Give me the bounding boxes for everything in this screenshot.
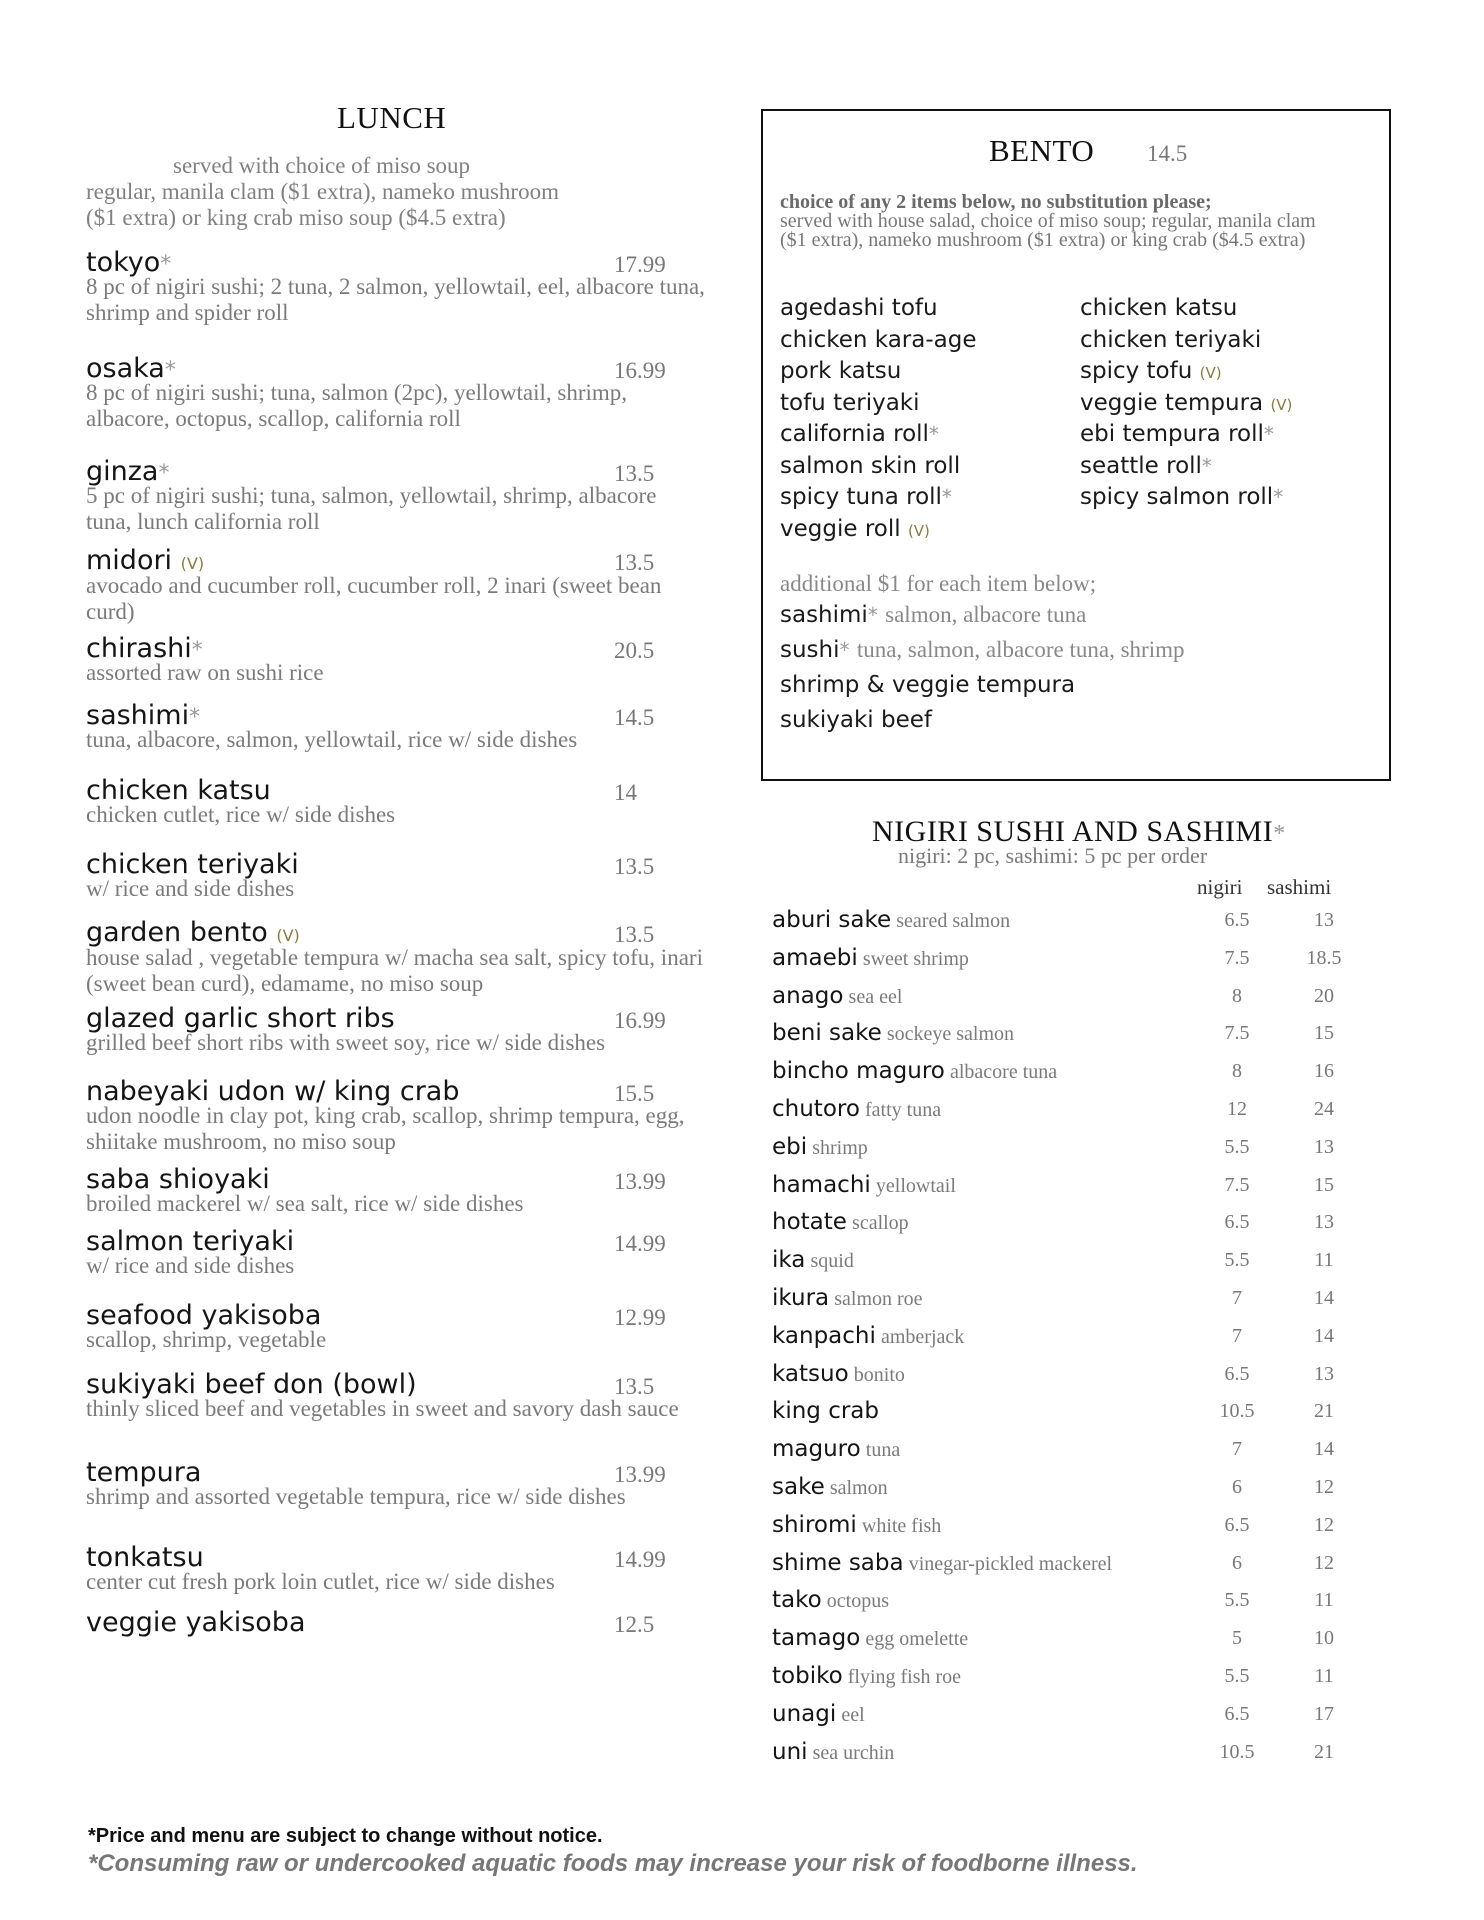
bento-option [1080,325,1292,357]
lunch-item [86,701,706,753]
sashimi-price: 21 [1314,1740,1334,1763]
lunch-item [86,248,706,326]
lunch-item-price: 14.99 [614,1231,666,1256]
lunch-item-description: thinly sliced beef and vegetables in sweet and savory dash sauce [86,1396,679,1421]
lunch-item [86,1227,706,1279]
nigiri-price: 10.5 [1219,1400,1255,1423]
footer-health-warning: *Consuming raw or undercooked aquatic foods may increase your risk of foodborne illness. [88,1850,1138,1877]
lunch-item-description: grilled beef short ribs with sweet soy, rice w/ side dishes [86,1030,606,1055]
lunch-item-name-text: seafood yakisoba [86,1300,322,1331]
lunch-item [86,1004,706,1056]
nigiri-column-header: nigiri [1197,875,1243,899]
bento-title: BENTO [989,133,1095,168]
lunch-item-price: 13.5 [614,922,655,947]
bento-extra-description: tuna, salmon, albacore tuna, shrimp [856,637,1185,662]
nigiri-price: 7.5 [1224,1173,1250,1196]
lunch-item [86,546,706,625]
bento-option-name: veggie tempura [1080,389,1264,416]
nigiri-price: 7.5 [1224,1022,1250,1045]
bento-option [780,419,977,451]
bento-option-name: veggie roll [780,515,901,542]
lunch-item-description: scallop, shrimp, vegetable [86,1327,327,1352]
nigiri-item-translation: sweet shrimp [862,947,969,970]
nigiri-item-name: bincho maguro [772,1058,945,1085]
bento-extra-item [780,637,1185,663]
sashimi-price: 13 [1314,1362,1334,1385]
sashimi-price: 13 [1314,1211,1334,1234]
lunch-item-description: chicken cutlet, rice w/ side dishes [86,802,396,827]
nigiri-price: 6.5 [1224,1702,1250,1725]
bento-option [1080,451,1292,483]
nigiri-price: 5.5 [1224,1589,1250,1612]
sashimi-column-header: sashimi [1267,875,1332,899]
nigiri-item-translation: tuna [865,1439,901,1462]
nigiri-price: 6 [1232,1551,1242,1574]
bento-extra-item [780,602,1086,628]
nigiri-item-name: unagi [772,1700,837,1727]
nigiri-item-name: shime saba [772,1549,904,1576]
sashimi-price: 15 [1314,1173,1334,1196]
nigiri-price: 6.5 [1224,1513,1250,1536]
nigiri-row [772,945,1372,983]
nigiri-price: 6.5 [1224,1211,1250,1234]
lunch-item-name-text: sukiyaki beef don (bowl) [86,1369,417,1400]
bento-extra-description: salmon, albacore tuna [885,602,1087,627]
lunch-item [86,1543,706,1595]
bento-note-rest: served with house salad, choice of miso soup; regular, manila clam ($1 extra), nameko mushroom ($1 extra) or king crab ($4.5 extra) [780,210,1316,251]
lunch-item-raw-marker: * [158,461,170,486]
nigiri-row [772,1361,1372,1399]
nigiri-item-name: king crab [772,1398,879,1425]
bento-raw-marker: * [1263,422,1274,446]
lunch-item-description: assorted raw on sushi rice [86,660,324,685]
sashimi-price: 11 [1314,1249,1334,1272]
lunch-item [86,354,706,432]
lunch-item-name-text: veggie yakisoba [86,1607,306,1638]
nigiri-row [772,1587,1372,1625]
sashimi-price: 21 [1314,1400,1334,1423]
nigiri-price: 6.5 [1224,909,1250,931]
nigiri-item-name: anago [772,982,844,1009]
lunch-item-description: w/ rice and side dishes [86,876,295,901]
nigiri-item-name: ika [772,1247,806,1274]
bento-option-name: california roll [780,421,929,447]
bento-extra-name: sushi [780,637,840,663]
lunch-item-price: 12.5 [614,1612,655,1637]
bento-raw-marker: * [941,485,952,509]
sashimi-price: 18.5 [1306,946,1342,969]
lunch-item-description: broiled mackerel w/ sea salt, rice w/ side dishes [86,1191,524,1216]
lunch-item-raw-marker: * [191,638,203,663]
nigiri-row [772,1134,1372,1172]
lunch-subtitle-2: regular, manila clam ($1 extra), nameko mushroom [86,179,559,204]
bento-extra-item [780,707,932,733]
lunch-item-name-text: chirashi [86,633,192,664]
nigiri-row [772,1625,1372,1663]
bento-option [1080,482,1292,514]
lunch-item-description: 8 pc of nigiri sushi; 2 tuna, 2 salmon, yellowtail, eel, albacore tuna, shrimp and spider roll [86,274,705,325]
lunch-item-name-text: chicken katsu [86,775,271,806]
nigiri-item-name: maguro [772,1436,861,1463]
lunch-item-price: 15.5 [614,1081,655,1106]
lunch-item-raw-marker: * [189,705,201,730]
bento-additional-label: additional $1 for each item below; [780,571,1097,596]
sashimi-price: 12 [1314,1513,1334,1536]
vegetarian-marker: (V) [907,521,930,540]
nigiri-title-text: NIGIRI SUSHI AND SASHIMI [872,815,1274,848]
bento-extra-name: sashimi [780,602,868,628]
sashimi-price: 14 [1314,1324,1334,1347]
nigiri-item-translation: sea eel [848,985,903,1008]
lunch-item-name-text: tempura [86,1457,202,1488]
bento-column-1 [780,293,977,545]
lunch-item [86,457,706,535]
lunch-item-price: 13.5 [614,550,655,575]
lunch-item-price: 16.99 [614,1008,666,1033]
bento-option-name: agedashi tofu [780,295,938,321]
sashimi-price: 13 [1314,1135,1334,1158]
nigiri-price: 12 [1227,1098,1247,1120]
bento-extra-name: sukiyaki beef [780,707,932,733]
nigiri-item-name: uni [772,1738,808,1765]
bento-option [1080,388,1292,420]
nigiri-item-translation: yellowtail [875,1174,956,1197]
nigiri-row [772,1550,1372,1588]
nigiri-item-translation: amberjack [881,1325,965,1348]
bento-option [780,482,977,514]
nigiri-item-translation: flying fish roe [847,1666,962,1688]
nigiri-row [772,1323,1372,1361]
lunch-item [86,1165,706,1217]
bento-note [780,193,1340,250]
nigiri-row [772,983,1372,1021]
nigiri-item-name: tako [772,1587,822,1614]
lunch-item-name-text: nabeyaki udon w/ king crab [86,1076,460,1107]
nigiri-price: 7 [1232,1324,1242,1347]
bento-extra-item [780,672,1075,698]
nigiri-item-translation: sea urchin [812,1741,895,1764]
nigiri-item-translation: sockeye salmon [886,1023,1015,1046]
lunch-subtitle-3: ($1 extra) or king crab miso soup ($4.5 extra) [86,205,506,230]
bento-option-name: tofu teriyaki [780,389,920,416]
lunch-item [86,1301,706,1353]
lunch-item-name-text: salmon teriyaki [86,1226,295,1257]
nigiri-item-translation: scallop [852,1212,909,1235]
nigiri-row [772,1285,1372,1323]
sashimi-price: 11 [1314,1665,1334,1687]
bento-note-bold: choice of any 2 items below, no substitution please; [780,191,1212,213]
lunch-item-name-text: midori [86,545,173,576]
bento-option [780,451,977,483]
bento-option [1080,293,1292,325]
bento-option [780,388,977,420]
nigiri-item-name: tamago [772,1625,861,1652]
lunch-item-price: 12.99 [614,1305,666,1330]
nigiri-item-translation: seared salmon [896,910,1011,932]
lunch-item-price: 14.5 [614,705,655,730]
sashimi-price: 24 [1314,1098,1334,1120]
bento-option-name: chicken kara-age [780,326,977,353]
nigiri-row [772,907,1372,945]
lunch-item-price: 13.5 [614,461,655,486]
bento-raw-marker: * [928,422,939,446]
vegetarian-marker: (V) [1270,395,1293,414]
bento-raw-marker: * [1273,485,1284,509]
nigiri-item-name: shiromi [772,1511,857,1538]
nigiri-item-translation: salmon [829,1477,888,1499]
bento-option-name: spicy tuna roll [780,484,942,510]
nigiri-row [772,1058,1372,1096]
lunch-item [86,1608,706,1640]
nigiri-item-translation: salmon roe [834,1288,923,1310]
sashimi-price: 11 [1314,1589,1334,1612]
sashimi-price: 16 [1314,1060,1334,1083]
bento-option [780,325,977,357]
lunch-item-raw-marker: * [164,358,176,383]
nigiri-subtitle: nigiri: 2 pc, sashimi: 5 pc per order [898,843,1208,868]
nigiri-item-name: hotate [772,1209,847,1236]
lunch-item-price: 13.99 [614,1169,666,1194]
sashimi-price: 13 [1314,909,1334,931]
bento-raw-marker: * [867,603,878,627]
sashimi-price: 12 [1314,1551,1334,1574]
nigiri-item-name: chutoro [772,1096,860,1122]
lunch-item-price: 13.5 [614,854,655,879]
bento-option [1080,419,1292,451]
nigiri-item-translation: fatty tuna [865,1099,942,1121]
nigiri-item-name: aburi sake [772,907,892,933]
bento-option-name: spicy salmon roll [1080,484,1274,510]
nigiri-item-translation: white fish [861,1514,942,1537]
nigiri-item-translation: eel [841,1703,865,1726]
nigiri-price: 5.5 [1224,1665,1250,1687]
lunch-item-price: 14 [614,780,637,805]
nigiri-item-name: tobiko [772,1663,843,1689]
lunch-item [86,776,706,828]
sashimi-price: 10 [1314,1627,1334,1650]
bento-option-name: pork katsu [780,358,902,384]
lunch-item-description: house salad , vegetable tempura w/ macha sea salt, spicy tofu, inari (sweet bean curd), edamame, no miso soup [86,945,703,996]
bento-option [780,514,977,546]
nigiri-item-name: kanpachi [772,1322,876,1349]
lunch-item-raw-marker: * [160,252,172,277]
nigiri-price: 7 [1232,1287,1242,1309]
nigiri-price: 8 [1232,1060,1242,1083]
lunch-item-name-text: glazed garlic short ribs [86,1003,395,1034]
bento-option-name: chicken katsu [1080,295,1238,321]
lunch-item-description: avocado and cucumber roll, cucumber roll, 2 inari (sweet bean curd) [86,573,662,624]
bento-box [761,109,1391,781]
lunch-item-name-text: osaka [86,353,165,384]
nigiri-item-name: sake [772,1474,825,1500]
nigiri-price: 5 [1232,1627,1242,1650]
lunch-item [86,1077,706,1155]
nigiri-row [772,1209,1372,1247]
bento-price: 14.5 [1147,141,1188,166]
lunch-item-name-text: sashimi [86,700,190,731]
vegetarian-marker: (V) [1199,364,1222,382]
nigiri-row [772,1398,1372,1436]
lunch-item-price: 14.99 [614,1547,666,1572]
lunch-item-name-text: saba shioyaki [86,1164,270,1195]
nigiri-item-translation: octopus [826,1590,889,1613]
vegetarian-marker: (V) [276,926,300,945]
nigiri-row [772,1096,1372,1134]
vegetarian-marker: (V) [180,554,205,573]
nigiri-price: 7 [1232,1438,1242,1461]
sashimi-price: 15 [1314,1022,1334,1045]
lunch-item-description: 5 pc of nigiri sushi; tuna, salmon, yellowtail, shrimp, albacore tuna, lunch california roll [86,483,657,534]
nigiri-price: 5.5 [1224,1249,1250,1272]
lunch-item-name-text: tokyo [86,247,161,278]
bento-column-2 [1080,293,1292,514]
bento-extra-name: shrimp & veggie tempura [780,672,1076,698]
nigiri-price: 8 [1232,984,1242,1007]
lunch-item-name-text: chicken teriyaki [86,849,299,880]
lunch-item [86,1458,706,1510]
lunch-item-description: tuna, albacore, salmon, yellowtail, rice w/ side dishes [86,727,578,752]
sashimi-price: 14 [1314,1438,1334,1461]
lunch-item-name-text: garden bento [86,917,268,948]
nigiri-row [772,1739,1372,1777]
nigiri-price: 5.5 [1224,1135,1250,1158]
nigiri-row [772,1247,1372,1285]
lunch-item [86,1370,706,1422]
lunch-subtitle-1: served with choice of miso soup [173,153,471,178]
nigiri-item-translation: squid [810,1250,854,1273]
nigiri-row [772,1020,1372,1058]
lunch-item-price: 13.5 [614,1374,655,1399]
lunch-item-name-text: tonkatsu [86,1542,204,1573]
sashimi-price: 14 [1314,1287,1334,1309]
bento-option-name: spicy tofu [1080,358,1193,384]
bento-raw-marker: * [839,638,850,662]
bento-option [1080,356,1292,388]
sashimi-price: 17 [1314,1702,1334,1725]
nigiri-item-name: hamachi [772,1171,871,1198]
nigiri-item-name: ikura [772,1285,830,1311]
lunch-item-price: 20.5 [614,638,655,663]
nigiri-item-translation: shrimp [812,1136,868,1159]
lunch-item-description: center cut fresh pork loin cutlet, rice w/ side dishes [86,1569,555,1594]
lunch-item [86,918,706,997]
nigiri-item-translation: egg omelette [865,1628,969,1651]
bento-option [780,293,977,325]
footer-price-notice: *Price and menu are subject to change without notice. [88,1825,603,1847]
lunch-item-name [86,1608,706,1640]
nigiri-row [772,1172,1372,1210]
nigiri-item-translation: bonito [853,1363,905,1386]
lunch-item-price: 13.99 [614,1462,666,1487]
lunch-item-description: udon noodle in clay pot, king crab, scallop, shrimp tempura, egg, shiitake mushroom, no miso soup [86,1103,685,1154]
nigiri-item-name: amaebi [772,944,858,971]
lunch-item-name-text: ginza [86,456,159,487]
lunch-item [86,634,706,686]
bento-option-name: seattle roll [1080,452,1202,479]
sashimi-price: 20 [1314,984,1334,1007]
bento-option-name: salmon skin roll [780,452,961,479]
nigiri-row [772,1436,1372,1474]
nigiri-row [772,1663,1372,1701]
bento-option-name: chicken teriyaki [1080,326,1262,353]
nigiri-item-name: ebi [772,1133,808,1160]
nigiri-item-name: beni sake [772,1020,882,1047]
lunch-item-description: shrimp and assorted vegetable tempura, rice w/ side dishes [86,1484,626,1509]
nigiri-item-translation: albacore tuna [949,1061,1058,1084]
lunch-item-description: 8 pc of nigiri sushi; tuna, salmon (2pc), yellowtail, shrimp, albacore, octopus, scallop, california roll [86,380,628,431]
nigiri-row [772,1512,1372,1550]
nigiri-price: 7.5 [1224,946,1250,969]
nigiri-row [772,1701,1372,1739]
lunch-title: LUNCH [337,100,447,135]
nigiri-price: 6.5 [1224,1362,1250,1385]
nigiri-row [772,1474,1372,1512]
nigiri-title-star: * [1273,821,1286,847]
nigiri-item-name: katsuo [772,1360,849,1387]
lunch-item-price: 16.99 [614,358,666,383]
nigiri-price: 10.5 [1219,1740,1255,1763]
lunch-item-price: 17.99 [614,252,666,277]
nigiri-item-translation: vinegar-pickled mackerel [908,1552,1113,1575]
sashimi-price: 12 [1314,1476,1334,1498]
lunch-item [86,850,706,902]
bento-option [780,356,977,388]
lunch-item-description: w/ rice and side dishes [86,1253,295,1278]
bento-option-name: ebi tempura roll [1080,421,1264,447]
nigiri-price: 6 [1232,1476,1242,1498]
bento-raw-marker: * [1201,453,1212,478]
